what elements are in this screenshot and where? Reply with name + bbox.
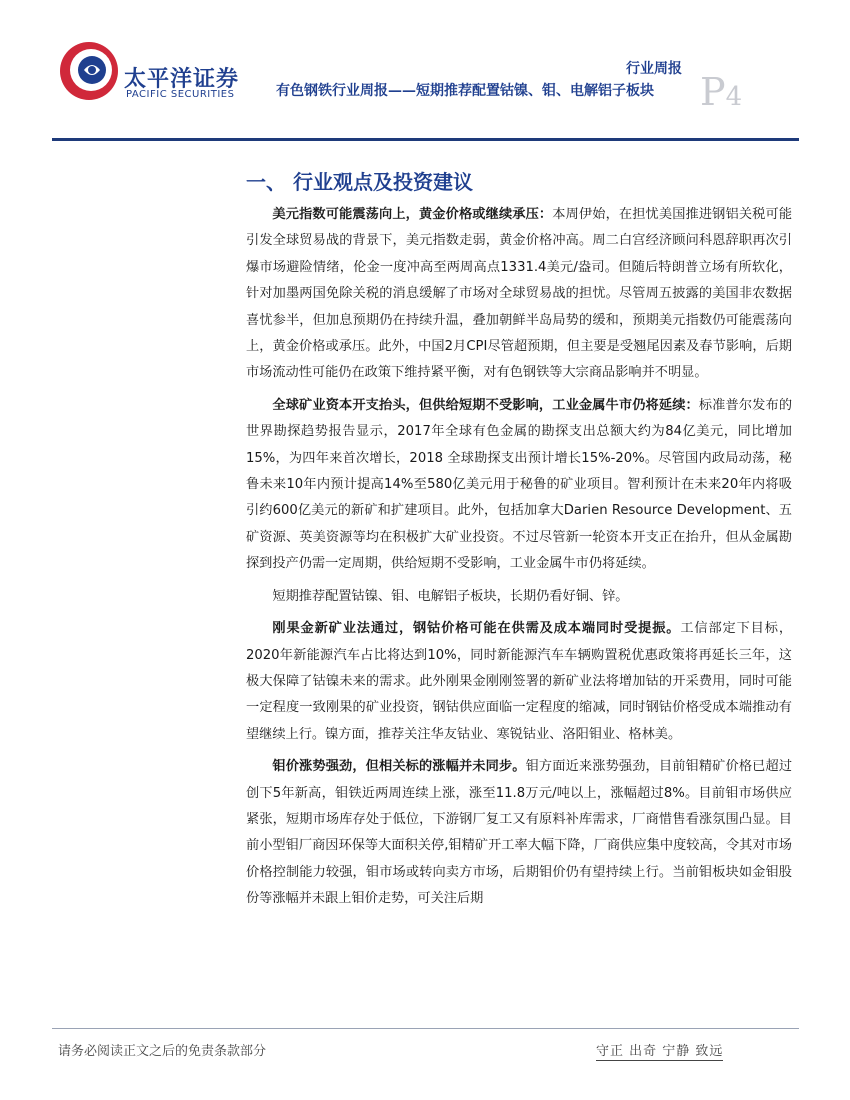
section-heading: 一、 行业观点及投资建议 [246, 170, 473, 194]
paragraph-usd-gold [246, 202, 792, 387]
paragraph-molybdenum [246, 754, 792, 912]
page-prefix: P [700, 70, 726, 114]
header-divider [52, 138, 799, 141]
brand-name-cn: 太平洋证券 [124, 66, 240, 92]
paragraph-lead: 钼价涨势强劲，但相关标的涨幅并未同步。 [272, 759, 526, 775]
paragraph-cobalt [246, 616, 792, 748]
pacific-securities-logo-icon [58, 40, 120, 102]
paragraph-text: 钼方面近来涨势强劲，目前钼精矿价格已超过创下5年新高，钼铁近两周连续上涨，涨至11.8万元/吨以上，涨幅超过8%。目前钼市场供应紧张，短期市场库存处于低位，下游钢厂复工又有原料补库需求，厂商惜售看涨氛围凸显。目前小型钼厂商因环保等大面积关停,钼精矿开工率大幅下降，厂商供应集中度较高，令其对市场价格控制能力较强，钼市场或转向卖方市场，后期钼价仍有望持续上行。当前钼板块如金钼股份等涨幅并未跟上钼价走势，可关注后期 [246, 759, 793, 907]
paragraph-lead: 刚果金新矿业法通过，钢钴价格可能在供需及成本端同时受提振。 [272, 621, 681, 637]
paragraph-text: 短期推荐配置钴镍、钼、电解铝子板块，长期仍看好铜、锌。 [272, 588, 629, 604]
page-number-value: 4 [725, 82, 743, 112]
paragraph-lead: 全球矿业资本开支抬头，但供给短期不受影响，工业金属牛市仍将延续： [272, 397, 699, 413]
page-number [700, 70, 742, 114]
paragraph-mining-capex [246, 393, 792, 578]
body-text [246, 202, 792, 919]
page-header [0, 0, 850, 145]
paragraph-text: 本周伊始，在担忧美国推进钢铝关税可能引发全球贸易战的背景下，美元指数走弱，黄金价格冲高。周二白宫经济顾问科恩辞职再次引爆市场避险情绪，伦金一度冲高至两周高点1331.4美元/盎司。但随后特朗普立场有所软化，针对加墨两国免除关税的消息缓解了市场对全球贸易战的担忧。尽管周五披露的美国非农数据喜忧参半，但加息预期仍在持续升温，叠加朝鲜半岛局势的缓和，预期美元指数仍可能震荡向上，黄金价格或承压。此外，中国2月CPI尽管超预期，但主要是受翘尾因素及春节影响，后期市场流动性可能仍在政策下维持紧平衡，对有色钢铁等大宗商品影响并不明显。 [246, 207, 793, 381]
brand-name-en: PACIFIC SECURITIES [126, 89, 235, 100]
footer-slogan: 守正 出奇 宁静 致远 [596, 1040, 723, 1061]
paragraph-lead: 美元指数可能震荡向上，黄金价格或继续承压： [272, 207, 553, 222]
paragraph-text: 工信部定下目标，2020年新能源汽车占比将达到10%，同时新能源汽车车辆购置税优惠政策将再延长三年，这极大保障了钴镍未来的需求。此外刚果金刚刚签署的新矿业法将增加钴的开采费用，同时可能一定程度一致刚果的矿业投资，钢钴供应面临一定程度的缩减，同时钢钴价格受成本端推动有望继续上行。镍方面，推荐关注华友钴业、寒锐钴业、洛阳钼业、格林美。 [246, 621, 793, 742]
report-title: 有色钢铁行业周报——短期推荐配置钴镍、钼、电解铝子板块 [276, 83, 654, 99]
paragraph-text: 标准普尔发布的世界勘探趋势报告显示，2017年全球有色金属的勘探支出总额大约为84亿美元，同比增加15%，为四年来首次增长，2018 全球勘探支出预计增长15%-20%。尽管国内政局动荡，秘鲁未来10年内预计提高14%至580亿美元用于秘鲁的矿业项目。智利预计在未来20年内将吸引约600亿美元的新矿和扩建项目。此外，包括加拿大Darien Resource Development、五矿资源、英美资源等均在积极扩大矿业投资。不过尽管新一轮资本开支正在抬升，但从金属勘探到投产仍需一定周期，供给短期不受影响，工业金属牛市仍将延续。 [246, 397, 793, 572]
footer-disclaimer: 请务必阅读正文之后的免责条款部分 [58, 1044, 267, 1059]
report-type-label: 行业周报 [626, 61, 682, 77]
paragraph-recommendation [246, 584, 792, 610]
footer-divider [52, 1028, 799, 1029]
